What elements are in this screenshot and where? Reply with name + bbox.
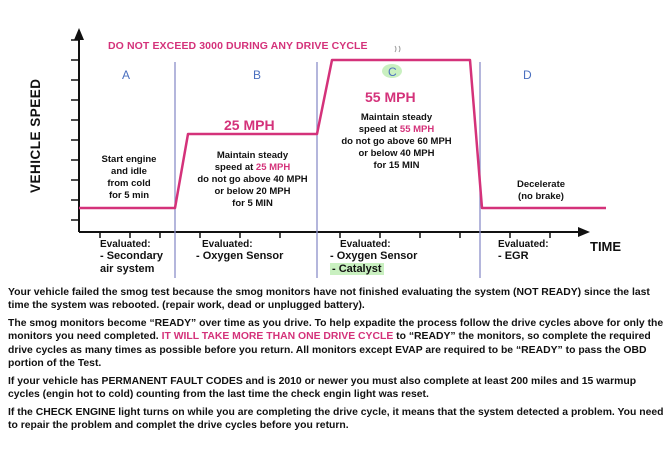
phase-a-instructions: Start engine and idle from cold for 5 min (101, 154, 157, 201)
rpm-warning: DO NOT EXCEED 3000 DURING ANY DRIVE CYCLE (108, 40, 368, 52)
phase-b-evaluated: Evaluated: - Oxygen Sensor (196, 239, 284, 262)
axis-break-mark (395, 46, 400, 52)
y-axis-label: VEHICLE SPEED (28, 78, 43, 193)
x-axis-arrow (578, 227, 590, 237)
phase-b-instructions: Maintain steady speed at 25 MPH do not go above 40 MPH or below 20 MPH for 5 MIN (197, 150, 308, 209)
phase-c-instructions: Maintain steady speed at 55 MPH do not go above 60 MPH or below 40 MPH for 15 MIN (341, 112, 452, 171)
phase-c-speed: 55 MPH (365, 89, 416, 105)
phase-b-label: B (253, 68, 262, 82)
phase-a-evaluated: Evaluated: - Secondary air system (100, 239, 163, 275)
phase-d-label: D (523, 68, 532, 82)
phase-a-label: A (122, 68, 131, 82)
note-check-engine: If the CHECK ENGINE light turns on while you are completing the drive cycle, it means that the system detected a problem. You need to repair the problem and complet the drive cycles before you return. (8, 406, 664, 432)
phase-d-instructions: Decelerate (no brake) (516, 179, 566, 202)
phase-b-speed: 25 MPH (224, 117, 275, 133)
note-failed-test: Your vehicle failed the smog test because the smog monitors have not finished evaluating the system (NOT READY) since the last time the system was rebooted. (repair work, dead or unplugged battery). (8, 287, 650, 312)
y-axis-ticks (71, 40, 79, 220)
phase-c-evaluated: Evaluated: - Oxygen Sensor - Catalyst (330, 239, 418, 275)
y-axis-arrow (74, 28, 84, 40)
phase-d-evaluated: Evaluated: - EGR (498, 239, 549, 262)
note-permanent-codes: If your vehicle has PERMANENT FAULT CODES and is 2010 or newer you must also complete at least 200 miles and 15 warmup cycles (engin hot to cold) counting from the last time the check engin light was reset. (8, 375, 637, 401)
note-monitors-ready: The smog monitors become “READY” over time as you drive. To help expadite the process follow the drive cycles above for only the monitors you need completed. IT WILL TAKE MORE THAN ONE DRIVE CYCLE to “READY” the monitors, so complete the required drive cycles as many times as possible before you return. All monitors except EVAP are required to be “READY” to pass the OBD portion of the Test. (8, 318, 664, 369)
instructions-notes (8, 286, 666, 437)
phase-c-label: C (388, 65, 397, 79)
x-axis-label: TIME (590, 239, 622, 254)
